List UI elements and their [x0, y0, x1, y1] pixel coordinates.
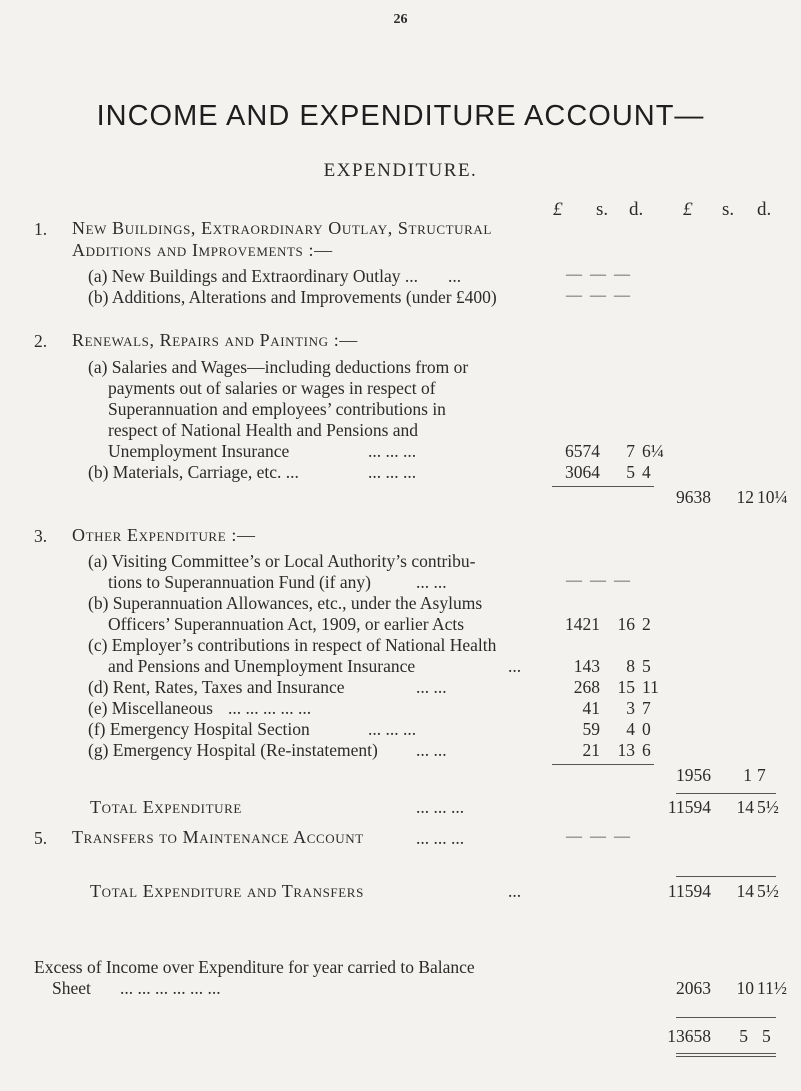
section-3-heading: Other Expenditure :— [72, 525, 256, 545]
item-3f-dots: ... ... ... [368, 719, 417, 739]
item-1b-label: (b) Additions, Alterations and Improvements (under £400) [88, 287, 497, 307]
section-3-number: 3. [34, 526, 48, 546]
item-3c-line-2: and Pensions and Unemployment Insurance [108, 656, 416, 676]
transfers-label: Transfers to Maintenance Account [72, 827, 364, 847]
page-number: 26 [393, 12, 408, 27]
item-3c-pounds: 143 [573, 656, 600, 676]
item-3g-pounds: 21 [582, 740, 600, 760]
grand-total-pence: 5 [762, 1026, 771, 1046]
item-3a-nil: — — — [566, 572, 632, 589]
total-expenditure-dots: ... ... ... [416, 797, 465, 817]
item-3b-pence: 2 [642, 614, 651, 634]
item-2a-line-5: Unemployment Insurance [108, 441, 290, 461]
section-2-total-pounds: 9638 [676, 487, 711, 507]
item-1a-nil: — — — [566, 266, 632, 283]
section-3-total-pence: 7 [757, 765, 766, 785]
item-3a-line-1: (a) Visiting Committee’s or Local Authority’s contribu- [88, 551, 476, 571]
item-3c-dots: ... [508, 656, 522, 676]
item-3d-dots: ... ... [416, 677, 447, 697]
item-2b-pounds: 3064 [565, 462, 600, 482]
item-3b-shillings: 16 [617, 614, 635, 634]
item-2a-line-2: payments out of salaries or wages in respect of [108, 378, 436, 398]
grand-total-rule [676, 1017, 776, 1018]
pound-header-2: £ [683, 199, 693, 220]
excess-shillings: 10 [736, 978, 754, 998]
item-2a-line-4: respect of National Health and Pensions and [108, 420, 419, 440]
section-5-label [72, 827, 364, 847]
total-expenditure-pence: 5½ [757, 797, 779, 817]
item-3g-dots: ... ... [416, 740, 447, 760]
item-2a-dots: ... ... ... [368, 441, 417, 461]
grand-total-pounds: 13658 [667, 1026, 711, 1046]
item-3b-line-2: Officers’ Superannuation Act, 1909, or earlier Acts [108, 614, 465, 634]
item-2a-shillings: 7 [626, 441, 635, 461]
excess-pence: 11½ [757, 978, 787, 998]
section-3-total-pounds: 1956 [676, 765, 711, 785]
section-5-number: 5. [34, 828, 48, 848]
section-title: EXPENDITURE. [323, 160, 478, 181]
item-3d-label: (d) Rent, Rates, Taxes and Insurance [88, 677, 345, 697]
item-2b-label: (b) Materials, Carriage, etc. ... [88, 462, 299, 482]
item-2b-dots: ... ... ... [368, 462, 417, 482]
pound-header-1: £ [553, 199, 563, 220]
excess-label-line-1: Excess of Income over Expenditure for year carried to Balance [34, 957, 475, 977]
section-2-heading: Renewals, Repairs and Painting :— [72, 330, 358, 350]
item-3e-shillings: 3 [626, 698, 635, 718]
total-transfers-label: Total Expenditure and Transfers [90, 881, 364, 901]
total-transfers-rule [676, 876, 776, 877]
item-3d-pounds: 268 [573, 677, 600, 697]
section-1-number: 1. [34, 219, 48, 239]
pence-header-2: d. [757, 199, 772, 220]
item-3b-line-1: (b) Superannuation Allowances, etc., under the Asylums [88, 593, 483, 613]
total-transfers-dots: ... [508, 881, 522, 901]
item-2a-pence: 6¼ [642, 441, 664, 461]
page-title: INCOME AND EXPENDITURE ACCOUNT— [96, 100, 705, 132]
excess-label-line-2: Sheet [52, 978, 91, 998]
item-3b-pounds: 1421 [565, 614, 600, 634]
total-transfers-pounds: 11594 [667, 881, 711, 901]
section-5-dots: ... ... ... [416, 828, 465, 848]
total-transfers-shillings: 14 [736, 881, 754, 901]
item-3e-pence: 7 [642, 698, 651, 718]
item-3c-line-1: (c) Employer’s contributions in respect of National Health [88, 635, 497, 655]
item-3g-shillings: 13 [617, 740, 635, 760]
total-expenditure-rule [676, 793, 776, 794]
grand-total-rule-lower-2 [676, 1056, 776, 1057]
item-3c-pence: 5 [642, 656, 651, 676]
item-3a-dots: ... ... [416, 572, 447, 592]
item-2b-pence: 4 [642, 462, 651, 482]
section-3-total-shillings: 1 [743, 765, 752, 785]
total-expenditure-pounds: 11594 [667, 797, 711, 817]
shillings-header-1: s. [596, 199, 609, 220]
shillings-header-2: s. [722, 199, 735, 220]
section-1-heading-cont: Additions and Improvements :— [72, 240, 333, 260]
item-2b-shillings: 5 [626, 462, 635, 482]
item-2a-line-1: (a) Salaries and Wages—including deductions from or [88, 357, 469, 377]
grand-total-shillings: 5 [739, 1026, 748, 1046]
item-3a-line-2: tions to Superannuation Fund (if any) [108, 572, 371, 592]
pence-header-1: d. [629, 199, 644, 220]
grand-total-rule-lower-1 [676, 1053, 776, 1054]
excess-dots: ... ... ... ... ... ... [120, 978, 221, 998]
total-expenditure-shillings: 14 [736, 797, 754, 817]
item-3e-label: (e) Miscellaneous [88, 698, 213, 718]
section-2-total-pence: 10¼ [757, 487, 788, 507]
item-3d-shillings: 15 [617, 677, 635, 697]
item-3f-shillings: 4 [626, 719, 635, 739]
item-3g-pence: 6 [642, 740, 651, 760]
subtotal-rule-3 [552, 764, 654, 765]
section-2-total-shillings: 12 [736, 487, 754, 507]
section-1-heading: New Buildings, Extraordinary Outlay, Structural [72, 218, 492, 238]
item-3d-pence: 11 [642, 677, 659, 697]
item-1b-nil: — — — [566, 287, 632, 304]
item-2a-pounds: 6574 [565, 441, 600, 461]
section-5-nil: — — — [566, 828, 632, 845]
item-3e-dots: ... ... ... ... ... [228, 698, 312, 718]
item-3f-pence: 0 [642, 719, 651, 739]
total-expenditure-label: Total Expenditure [90, 797, 242, 817]
item-3g-label: (g) Emergency Hospital (Re-instatement) [88, 740, 378, 760]
total-transfers-pence: 5½ [757, 881, 779, 901]
item-3e-pounds: 41 [582, 698, 600, 718]
item-1a-dots: ... [448, 266, 462, 286]
excess-pounds: 2063 [676, 978, 711, 998]
item-3f-pounds: 59 [582, 719, 600, 739]
item-3c-shillings: 8 [626, 656, 635, 676]
subtotal-rule-2 [552, 486, 654, 487]
item-1a-label: (a) New Buildings and Extraordinary Outlay ... [88, 266, 418, 286]
item-2a-line-3: Superannuation and employees’ contributions in [108, 399, 446, 419]
section-2-number: 2. [34, 331, 48, 351]
item-3f-label: (f) Emergency Hospital Section [88, 719, 310, 739]
